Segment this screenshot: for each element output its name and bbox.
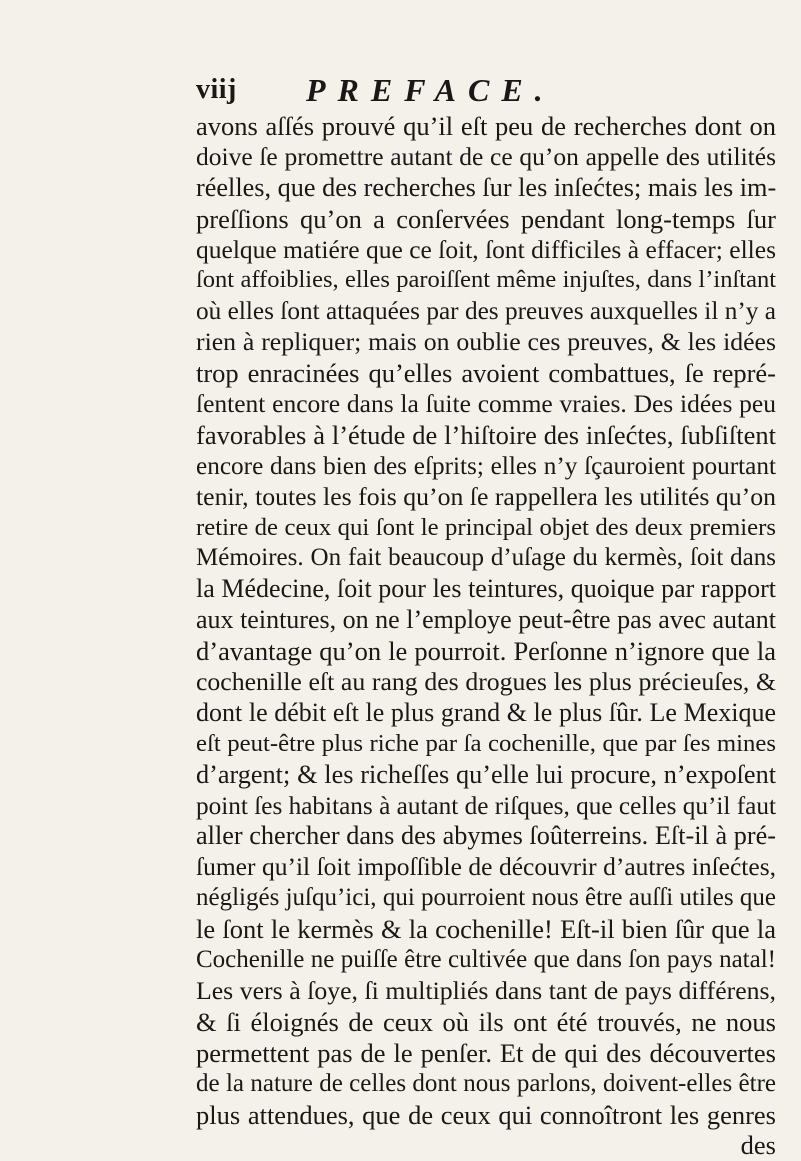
text-line: doive ſe promettre autant de ce qu’on appelle des utilités xyxy=(196,141,776,171)
text-line: d’avantage qu’on le pourroit. Perſonne n’ignore que la xyxy=(196,636,776,667)
text-line: plus attendues, que de ceux qui connoîtront les genres xyxy=(196,1099,776,1130)
text-line: permettent pas de le penſer. Et de qui des découvertes xyxy=(196,1037,776,1068)
text-line: & ſi éloignés de ceux où ils ont été trouvés, ne nous xyxy=(196,1006,776,1037)
text-line: quelque matiére que ce ſoit, ſont difficiles à effacer; elles xyxy=(196,234,776,264)
text-line: où elles ſont attaquées par des preuves auxquelles il n’y a xyxy=(196,297,776,326)
page-number: viij xyxy=(196,74,237,105)
page-header xyxy=(196,70,776,110)
text-line: eſt peut-être plus riche par ſa cochenille, que par ſes mines xyxy=(196,729,776,757)
text-line: ſumer qu’il ſoit impoſſible de découvrir d’autres inſećtes, xyxy=(196,852,776,882)
text-line: d’argent; & les richeſſes qu’elle lui procure, n’expoſent xyxy=(196,759,776,789)
text-line: retire de ceux qui ſont le principal objet des deux premiers xyxy=(196,513,776,541)
text-line: encore dans bien des eſprits; elles n’y ſçauroient pourtant xyxy=(196,451,776,480)
text-line: avons aſſés prouvé qu’il eſt peu de recherches dont on xyxy=(196,111,776,141)
text-line: la Médecine, ſoit pour les teintures, quoique par rapport xyxy=(196,574,776,604)
text-line: de la nature de celles dont nous parlons, doivent-elles être xyxy=(196,1069,776,1097)
text-line: cochenille eſt au rang des drogues les plus précieuſes, & xyxy=(196,667,776,697)
text-line: aller chercher dans des abymes ſoûterreins. Eſt-il à pré- xyxy=(196,821,776,851)
text-line: favorables à l’étude de l’hiſtoire des inſećtes, ſubſiſtent xyxy=(196,419,776,450)
text-line: ſont affoiblies, elles paroiſſent même injuſtes, dans l’inſtant xyxy=(196,266,776,294)
text-line: rien à repliquer; mais on oublie ces preuves, & les idées xyxy=(196,327,776,357)
text-line: Mémoires. On fait beaucoup d’uſage du kermès, ſoit dans xyxy=(196,544,776,572)
text-line: Cochenille ne puiſſe être cultivée que dans ſon pays natal! xyxy=(196,946,776,974)
text-line: le ſont le kermès & la cochenille! Eſt-il bien ſûr que la xyxy=(196,914,776,945)
text-line: réelles, que des recherches ſur les inſećtes; mais les im- xyxy=(196,172,776,202)
text-line: tenir, toutes les fois qu’on ſe rappellera les utilités qu’on xyxy=(196,481,776,511)
text-line: trop enracinées qu’elles avoient combattues, ſe repré- xyxy=(196,358,776,389)
text-line: point ſes habitans à autant de riſques, que celles qu’il faut xyxy=(196,791,776,820)
text-line: ſentent encore dans la ſuite comme vraies. Des idées peu xyxy=(196,389,776,419)
text-line: aux teintures, on ne l’employe peut-être pas avec autant xyxy=(196,605,776,635)
text-line: négligés juſqu’ici, qui pourroient nous être auſſi utiles que xyxy=(196,884,776,912)
text-line: dont le débit eſt le plus grand & le plus ſûr. Le Mexique xyxy=(196,697,776,727)
body-text xyxy=(196,111,776,1161)
running-title: PREFACE. xyxy=(306,72,555,108)
catchword: des xyxy=(740,1130,776,1161)
text-line: Les vers à ſoye, ſi multipliés dans tant de pays différens, xyxy=(196,975,776,1005)
text-line: preſſions qu’on a conſervées pendant long-temps ſur xyxy=(196,203,776,234)
